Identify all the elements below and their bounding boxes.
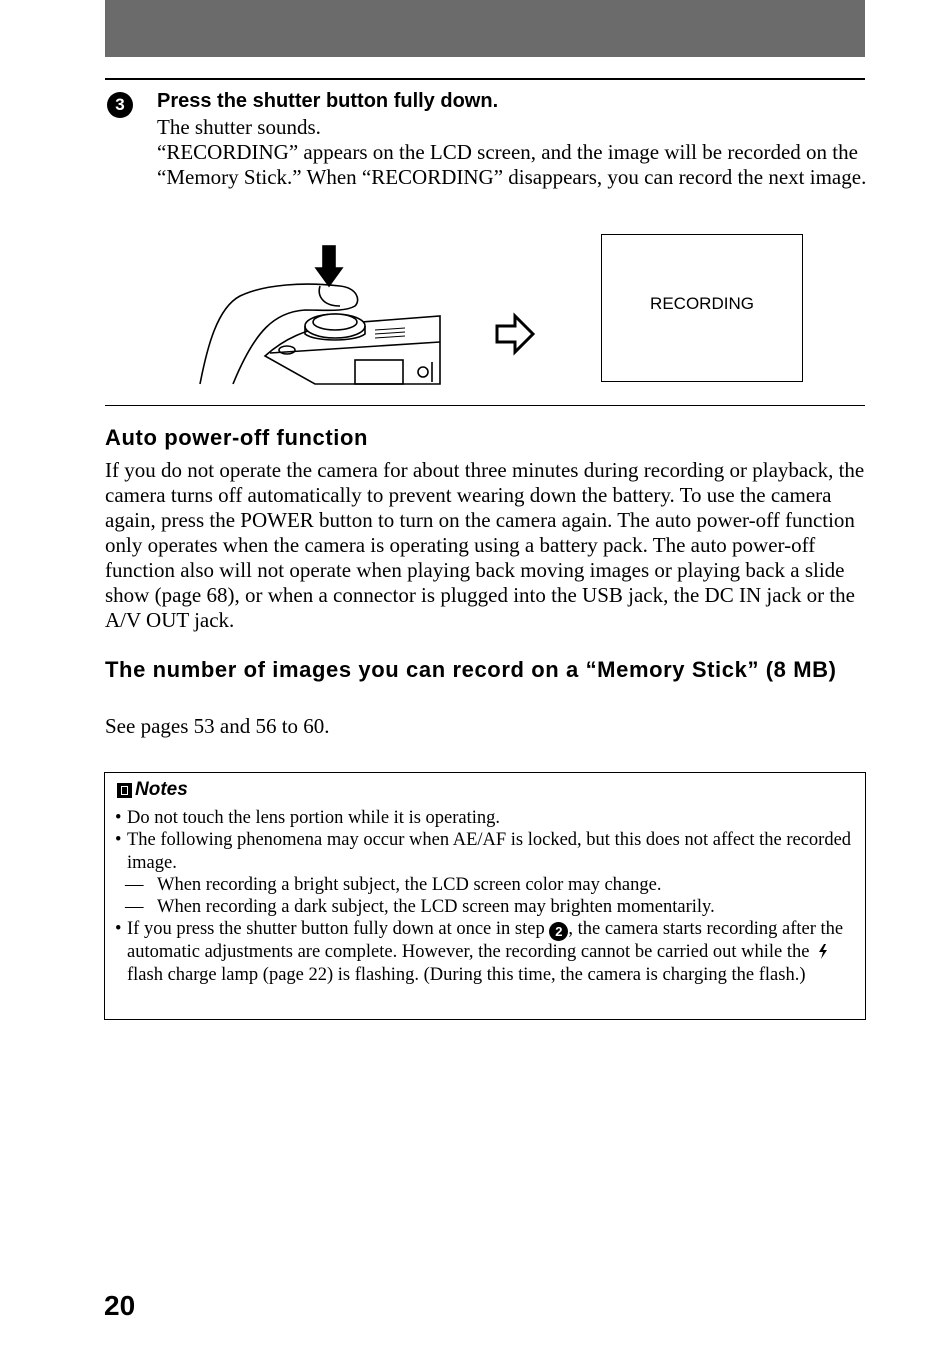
- shutter-press-illustration: [195, 238, 445, 388]
- note-item-1: [115, 807, 857, 829]
- dash: —: [125, 897, 144, 918]
- next-arrow-icon: [493, 312, 537, 356]
- notes-box: [104, 772, 866, 1020]
- lcd-recording-text: RECORDING: [650, 294, 754, 313]
- note-item-3-text-b: , the camera starts recording after the automatic adjustments are complete. However, the recording cannot be carried out while the: [127, 919, 844, 963]
- note-item-2-text: The following phenomena may occur when AE/AF is locked, but this does not affect the recorded image.: [127, 830, 852, 873]
- header-rule: [105, 78, 865, 80]
- step-number-badge: 3: [107, 92, 133, 118]
- note-item-3: [115, 918, 857, 986]
- section-rule: [105, 405, 865, 406]
- step-title: Press the shutter button fully down.: [157, 90, 499, 112]
- images-count-body: See pages 53 and 56 to 60.: [105, 714, 330, 738]
- notes-title: Notes: [135, 779, 188, 800]
- notes-list: [115, 807, 857, 986]
- notes-heading: [117, 779, 188, 801]
- note-item-2: [115, 829, 857, 874]
- dash: —: [125, 874, 144, 895]
- step-body: [157, 115, 869, 190]
- flash-icon: [818, 944, 828, 959]
- step-line-1: The shutter sounds.: [157, 115, 321, 139]
- header-bar: [105, 0, 865, 57]
- note-item-1-text: Do not touch the lens portion while it is operating.: [127, 808, 501, 828]
- page-number: 20: [104, 1290, 136, 1321]
- lcd-screen: [601, 234, 803, 382]
- note-dash-1-text: When recording a bright subject, the LCD screen color may change.: [157, 874, 662, 895]
- step-line-2: “RECORDING” appears on the LCD screen, and the image will be recorded on the “Memory Stick.” When “RECORDING” disappears, you can record the next image.: [157, 140, 867, 189]
- step-2-badge: 2: [549, 922, 568, 941]
- note-item-3-text-a: If you press the shutter button fully down at once in step: [127, 919, 545, 940]
- bullet: •: [115, 808, 122, 828]
- auto-power-off-heading: Auto power-off function: [105, 425, 369, 450]
- notes-icon: [117, 783, 132, 798]
- bullet: •: [115, 830, 122, 851]
- auto-power-off-body: If you do not operate the camera for about three minutes during recording or playback, the camera turns off automatically to prevent wearing down the battery. To use the camera again, press the POWER button to turn on the camera again. The auto power-off function only operates when the camera is operating using a battery pack. The auto power-off function also will not operate when playing back moving images or playing back a slide show (page 68), or when a connector is plugged into the USB jack, the DC IN jack or the A/V OUT jack.: [105, 458, 865, 632]
- images-count-heading: The number of images you can record on a “Memory Stick” (8 MB): [105, 657, 837, 682]
- note-dash-1: [115, 874, 857, 896]
- bullet: •: [115, 919, 122, 940]
- note-dash-2: [115, 896, 857, 918]
- note-item-3-text-c: flash charge lamp (page 22) is flashing. (During this time, the camera is charging the flash.): [127, 964, 806, 985]
- note-dash-2-text: When recording a dark subject, the LCD screen may brighten momentarily.: [157, 897, 715, 918]
